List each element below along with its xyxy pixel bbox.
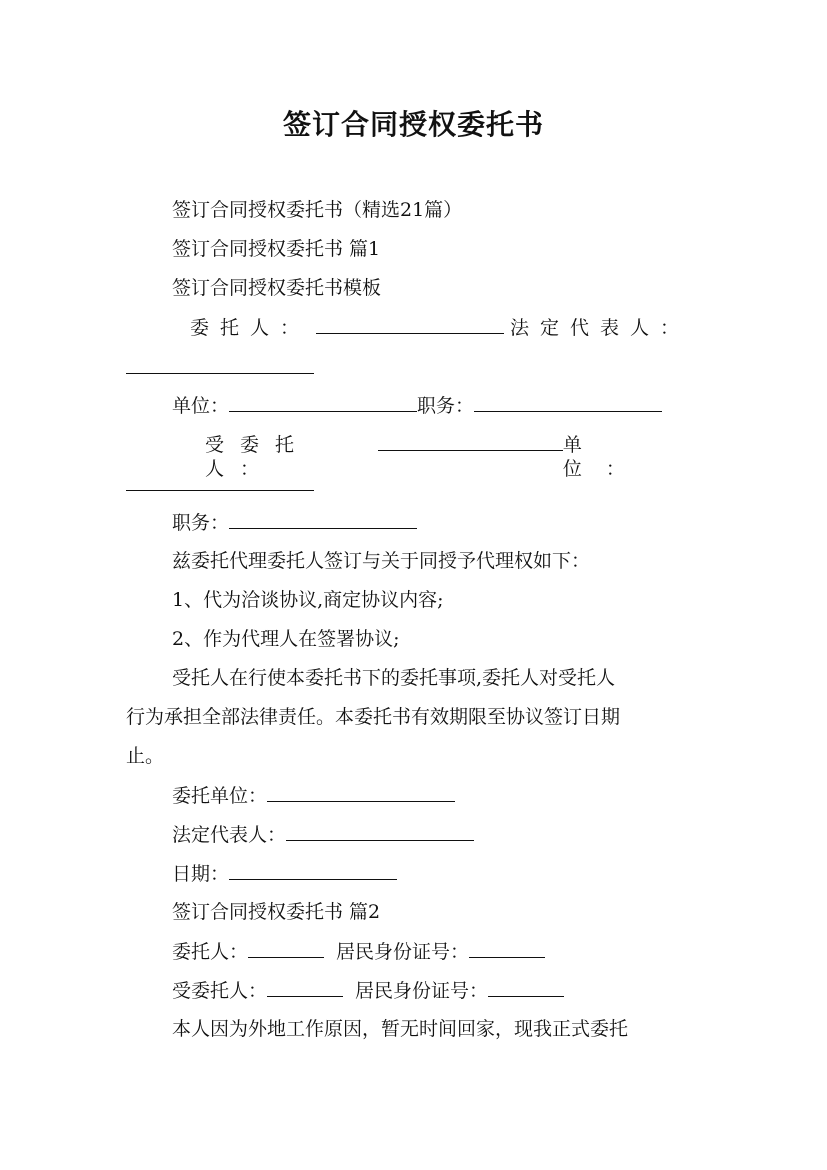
trustee-position-blank: [229, 510, 417, 529]
client-blank: [316, 315, 504, 334]
client-label: 委托人：: [190, 317, 311, 339]
trustee-blank: [378, 432, 563, 451]
position-label: 职务：: [417, 395, 475, 417]
signing-date-blank: [229, 861, 397, 880]
signing-unit-label: 委托单位：: [172, 785, 268, 807]
unit-blank: [229, 393, 417, 412]
signing-unit-blank: [267, 783, 455, 802]
trustee-position-row: [172, 510, 417, 535]
liability-paragraph-line-2: 行为承担全部法律责任。本委托书有效期限至协议签订日期: [126, 706, 621, 728]
section2-client-row: [172, 939, 545, 964]
signing-unit-row: [172, 783, 455, 808]
authorization-item-2: 2、作为代理人在签署协议;: [172, 628, 400, 650]
signing-rep-blank: [286, 822, 474, 841]
section2-client-label: 委托人：: [172, 941, 249, 963]
trustee-unit-blank: [126, 490, 314, 491]
unit-label: 单位：: [172, 395, 230, 417]
signing-date-label: 日期：: [172, 863, 230, 885]
authorization-item-1: 1、代为洽谈协议,商定协议内容;: [172, 589, 444, 611]
section1-heading: 签订合同授权委托书 篇1: [172, 238, 381, 260]
legal-rep-label: 法定代表人：: [509, 317, 690, 339]
section2-trustee-blank: [267, 978, 343, 997]
unit-position-row: [172, 393, 662, 418]
section2-trustee-label: 受委托人：: [172, 980, 268, 1002]
legal-rep-blank: [126, 373, 314, 374]
template-name: 签订合同授权委托书模板: [172, 277, 382, 299]
trustee-unit-label: 单位：: [562, 434, 649, 480]
document-title: 签订合同授权委托书: [282, 108, 544, 141]
trustee-row: [205, 432, 690, 481]
signing-rep-label: 法定代表人：: [172, 824, 287, 846]
trustee-position-label: 职务：: [172, 512, 230, 534]
section2-heading: 签订合同授权委托书 篇2: [172, 901, 381, 923]
trustee-label: 受委托人：: [205, 434, 311, 480]
section2-client-id-label: 居民身份证号：: [336, 941, 470, 963]
signing-rep-row: [172, 822, 474, 847]
section2-trustee-id-blank: [488, 978, 564, 997]
signing-date-row: [172, 861, 397, 886]
section2-client-blank: [248, 939, 324, 958]
liability-paragraph-line-3: 止。: [126, 745, 165, 767]
document-subtitle: 签订合同授权委托书（精选21篇）: [172, 199, 463, 221]
section2-trustee-row: [172, 978, 564, 1003]
position-blank: [474, 393, 662, 412]
section2-client-id-blank: [469, 939, 545, 958]
client-row: [190, 315, 690, 340]
section2-paragraph-line-1: 本人因为外地工作原因，暂无时间回家，现我正式委托: [172, 1018, 629, 1040]
authorization-paragraph: 兹委托代理委托人签订与关于同授予代理权如下：: [172, 550, 591, 572]
liability-paragraph-line-1: 受托人在行使本委托书下的委托事项,委托人对受托人: [172, 667, 616, 689]
section2-trustee-id-label: 居民身份证号：: [355, 980, 489, 1002]
